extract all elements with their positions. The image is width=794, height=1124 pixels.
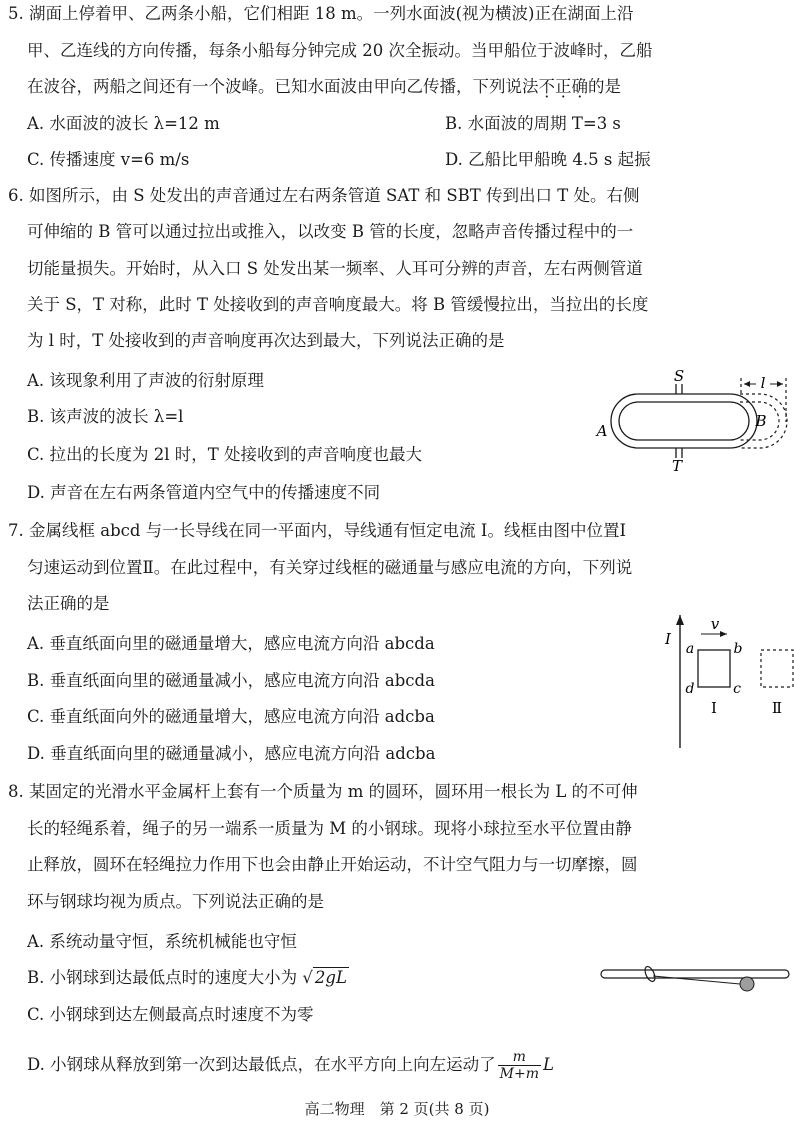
q6-line-5: 为 l 时，T 处接收到的声音响度再次达到最大，下列说法正确的是 xyxy=(27,331,505,350)
q6-option-a: A. 该现象利用了声波的衍射原理 xyxy=(27,371,264,390)
fig7-label-b: b xyxy=(733,641,743,657)
fig7-label-a: a xyxy=(685,641,695,657)
q6-line-1: 6. 如图所示，由 S 处发出的声音通过左右两条管道 SAT 和 SBT 传到出口 T 处。右侧 xyxy=(8,186,640,205)
fig7-label-current: I xyxy=(665,630,671,648)
q8-option-b-text: B. 小钢球到达最低点时的速度大小为 xyxy=(27,968,303,987)
q6-line-3: 切能量损失。开始时，从入口 S 处发出某一频率、人耳可分辨的声音，左右两侧管道 xyxy=(27,259,643,278)
q5-line-1: 5. 湖面上停着甲、乙两条小船，它们相距 18 m。一列水面波(视为横波)正在湖面上沿 xyxy=(8,4,634,23)
rod-ring-ball-figure xyxy=(595,960,794,1000)
q5-line-2: 甲、乙连线的方向传播，每条小船每分钟完成 20 次全振动。当甲船位于波峰时，乙船 xyxy=(27,41,653,60)
emphasis-char-1: 不 xyxy=(538,77,555,96)
q5-option-a: A. 水面波的波长 λ=12 m xyxy=(27,114,220,133)
q8-line-4: 环与钢球均视为质点。下列说法正确的是 xyxy=(27,892,324,911)
q8-line-2: 长的轻绳系着，绳子的另一端系一质量为 M 的小钢球。现将小球拉至水平位置由静 xyxy=(27,819,632,838)
q8-line-3: 止释放，圆环在轻绳拉力作用下也会由静止开始运动，不计空气阻力与一切摩擦，圆 xyxy=(27,855,638,874)
fig6-label-l: l xyxy=(760,374,766,392)
page-footer: 高二物理 第 2 页(共 8 页) xyxy=(304,1100,490,1118)
fig6-label-t: T xyxy=(671,457,683,474)
q6-line-4: 关于 S，T 对称，此时 T 处接收到的声音响度最大。将 B 管缓慢拉出，当拉出的长度 xyxy=(27,295,649,314)
fig6-label-b: B xyxy=(755,412,767,430)
q7-option-c: C. 垂直纸面向外的磁通量增大，感应电流方向沿 adcba xyxy=(27,707,435,726)
q7-line-1: 7. 金属线框 abcd 与一长导线在同一平面内，导线通有恒定电流 I。线框由图中位置Ⅰ xyxy=(8,521,626,540)
q7-option-a: A. 垂直纸面向里的磁通量增大，感应电流方向沿 abcda xyxy=(27,634,435,653)
q8-option-d-text: D. 小钢球从释放到第一次到达最低点，在水平方向上向左运动了 xyxy=(27,1055,496,1074)
emphasis-char-3: 确 xyxy=(571,77,588,96)
wire-loop-figure xyxy=(655,610,794,750)
q5-option-d: D. 乙船比甲船晚 4.5 s 起振 xyxy=(445,150,651,169)
length-symbol: L xyxy=(542,1055,554,1074)
q8-option-a: A. 系统动量守恒，系统机械能也守恒 xyxy=(27,932,297,951)
q7-option-d: D. 垂直纸面向里的磁通量减小，感应电流方向沿 adcba xyxy=(27,744,436,763)
q8-option-b: B. 小钢球到达最低点时的速度大小为 √ 2gL xyxy=(27,968,347,987)
q8-line-1: 8. 某固定的光滑水平金属杆上套有一个质量为 m 的圆环，圆环用一根长为 L 的不可伸 xyxy=(8,782,638,801)
fig7-label-d: d xyxy=(685,681,695,697)
q5-option-b: B. 水面波的周期 T=3 s xyxy=(445,114,621,133)
q7-option-b: B. 垂直纸面向里的磁通量减小，感应电流方向沿 abcda xyxy=(27,671,435,690)
q8-option-d xyxy=(27,1049,554,1082)
emphasis-char-2: 正 xyxy=(555,77,572,96)
q6-option-c: C. 拉出的长度为 2l 时，T 处接收到的声音响度也最大 xyxy=(27,445,423,464)
q7-line-3: 法正确的是 xyxy=(27,594,110,613)
q6-option-d: D. 声音在左右两条管道内空气中的传播速度不同 xyxy=(27,483,381,502)
sqrt-expression: 2gL xyxy=(314,968,347,987)
fraction xyxy=(498,1049,541,1082)
fig7-label-position-1: Ⅰ xyxy=(711,699,717,717)
fig6-label-s: S xyxy=(673,370,685,385)
q5-line-3-pre: 在波谷，两船之间还有一个波峰。已知水面波由甲向乙传播，下列说法 xyxy=(27,77,539,96)
q7-line-2: 匀速运动到位置Ⅱ。在此过程中，有关穿过线框的磁通量与感应电流的方向，下列说 xyxy=(27,558,633,577)
q6-line-2: 可伸缩的 B 管可以通过拉出或推入，以改变 B 管的长度，忽略声音传播过程中的一 xyxy=(27,222,634,241)
q5-line-3 xyxy=(27,76,621,98)
fraction-numerator: m xyxy=(498,1049,541,1066)
fig7-label-c: c xyxy=(733,681,741,697)
fig7-label-position-2: Ⅱ xyxy=(771,699,783,717)
q8-option-c: C. 小钢球到达左侧最高点时速度不为零 xyxy=(27,1005,314,1024)
sound-tube-figure xyxy=(590,370,794,474)
fig6-label-a: A xyxy=(596,422,608,440)
q5-option-c: C. 传播速度 v=6 m/s xyxy=(27,150,190,169)
q6-option-b: B. 该声波的波长 λ=l xyxy=(27,407,184,426)
fig7-label-velocity: v xyxy=(710,615,720,633)
q5-line-3-post: 的是 xyxy=(588,77,621,96)
fraction-denominator: M+m xyxy=(499,1066,539,1082)
